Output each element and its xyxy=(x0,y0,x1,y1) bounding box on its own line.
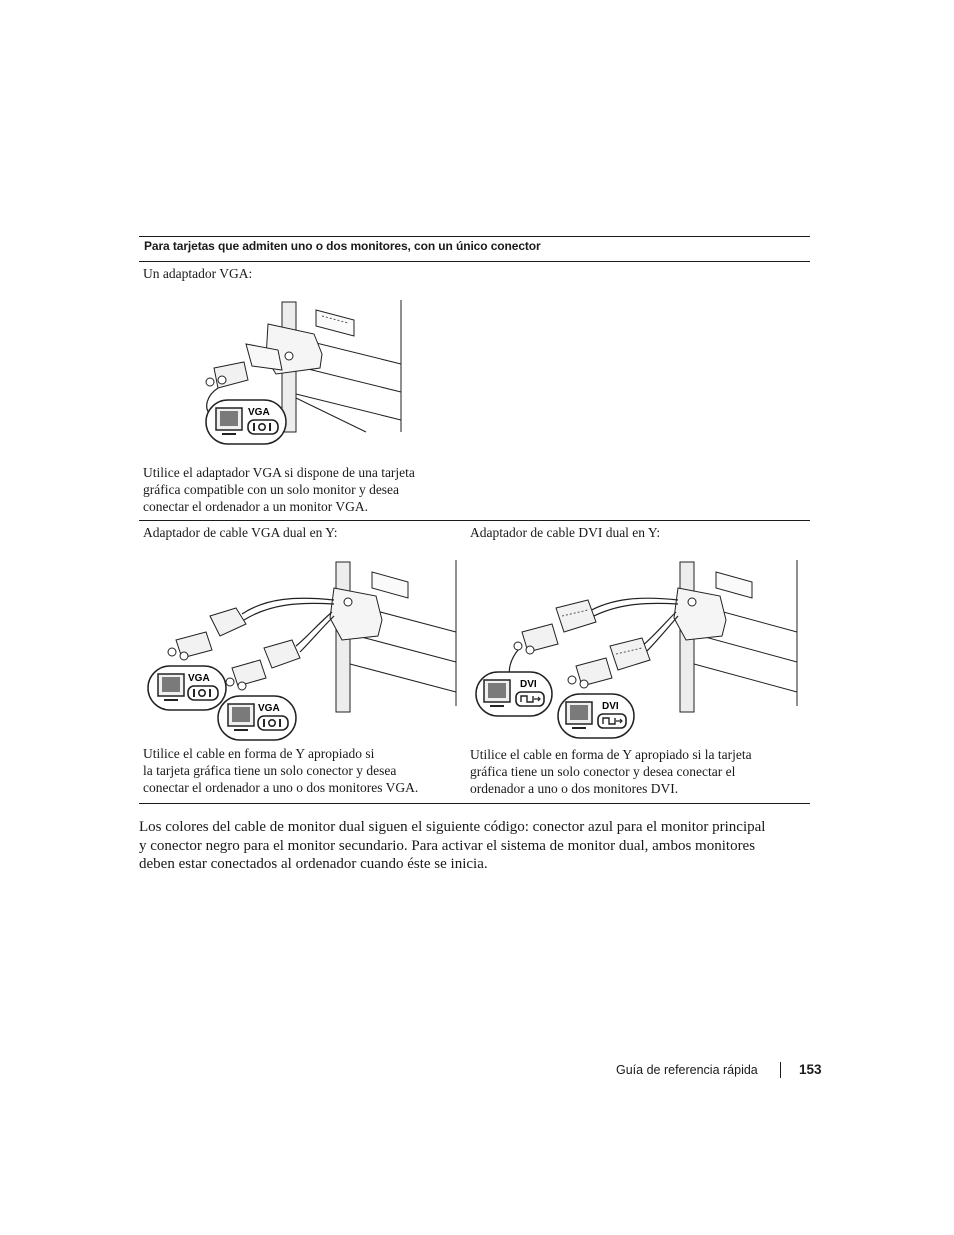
body-line: y conector negro para el monitor secundario. Para activar el sistema de monitor dual, ambos monitores xyxy=(139,837,756,854)
table-bottom-rule xyxy=(139,803,810,804)
vga-badge-label: VGA xyxy=(248,407,270,418)
vga-badge-label: VGA xyxy=(258,703,280,714)
dvi-dual-illustration xyxy=(472,556,802,742)
row-divider-rule xyxy=(139,520,810,521)
caption-line: conectar el ordenador a un monitor VGA. xyxy=(143,499,369,514)
caption-line: Utilice el cable en forma de Y apropiado si xyxy=(143,746,375,761)
caption-line: ordenador a uno o dos monitores DVI. xyxy=(470,781,679,796)
dvi-badge-label: DVI xyxy=(520,679,537,690)
body-paragraph xyxy=(139,818,765,874)
body-line: deben estar conectados al ordenador cuando éste se inicia. xyxy=(139,856,488,872)
footer-separator xyxy=(780,1062,781,1078)
page-number: 153 xyxy=(799,1062,822,1077)
table-header: Para tarjetas que admiten uno o dos monitores, con un único conector xyxy=(144,239,541,253)
dvi-badge-label: DVI xyxy=(602,701,619,712)
footer-title: Guía de referencia rápida xyxy=(616,1063,758,1077)
caption-line: gráfica compatible con un solo monitor y desea xyxy=(143,482,400,497)
caption-line: gráfica tiene un solo conector y desea conectar el xyxy=(470,764,736,779)
table-top-rule xyxy=(139,236,810,237)
caption-line: la tarjeta gráfica tiene un solo conector y desea xyxy=(143,763,397,778)
vga-adapter-caption xyxy=(143,464,415,515)
vga-dual-illustration xyxy=(146,556,462,742)
header-bottom-rule xyxy=(139,261,810,262)
vga-adapter-illustration xyxy=(196,296,408,448)
caption-line: conectar el ordenador a uno o dos monitores VGA. xyxy=(143,780,419,795)
body-line: Los colores del cable de monitor dual siguen el siguiente código: conector azul para el monitor principal xyxy=(139,819,766,835)
dvi-dual-title: Adaptador de cable DVI dual en Y: xyxy=(470,525,661,540)
vga-dual-title: Adaptador de cable VGA dual en Y: xyxy=(143,525,338,540)
vga-badge-label: VGA xyxy=(188,673,210,684)
dvi-dual-caption xyxy=(470,746,752,797)
caption-line: Utilice el cable en forma de Y apropiado si la tarjeta xyxy=(470,747,752,762)
caption-line: Utilice el adaptador VGA si dispone de una tarjeta xyxy=(143,465,415,480)
vga-adapter-title: Un adaptador VGA: xyxy=(143,266,253,281)
vga-dual-caption xyxy=(143,745,418,796)
